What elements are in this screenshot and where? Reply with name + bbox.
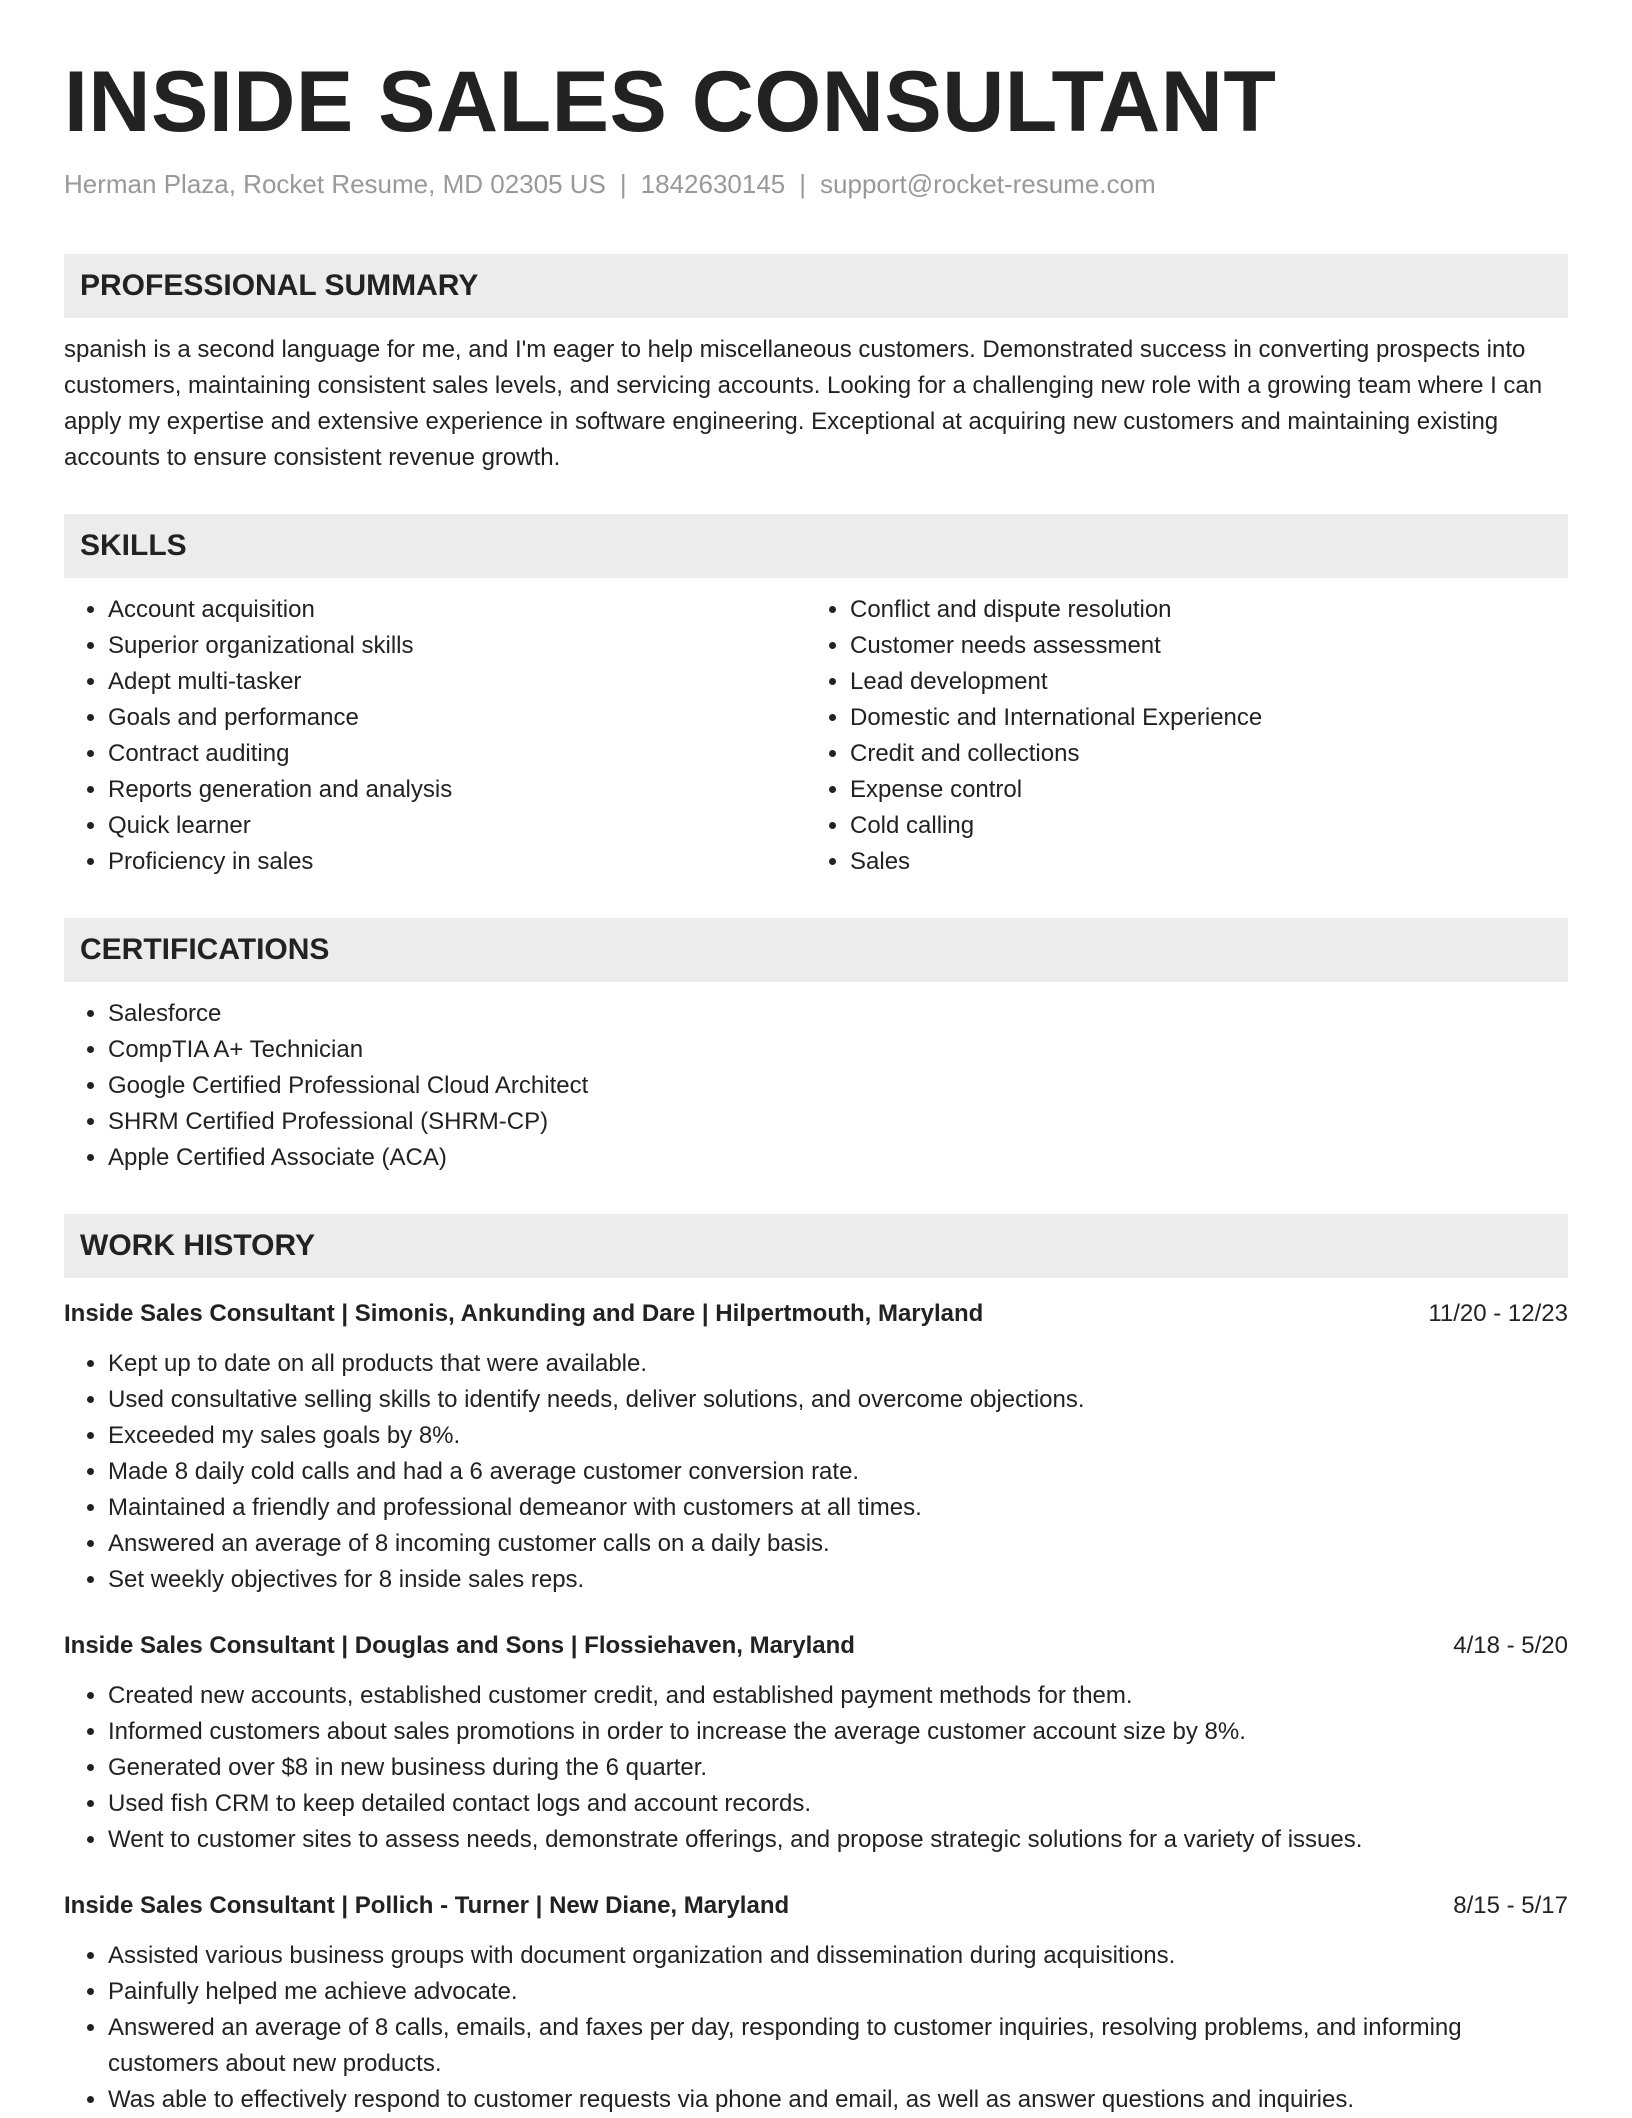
job-bullet: • Maintained a friendly and professional demeanor with customers at all times. xyxy=(108,1490,1568,1526)
skill-item: • Customer needs assessment xyxy=(850,628,1548,664)
resume-page xyxy=(64,0,1568,2118)
job-bullet: • Made 8 daily cold calls and had a 6 average customer conversion rate. xyxy=(108,1454,1568,1490)
skills-grid xyxy=(64,578,1568,880)
certification-item: • Google Certified Professional Cloud Architect xyxy=(108,1068,1568,1104)
section-header-skills: SKILLS xyxy=(64,514,1568,578)
skill-item: • Superior organizational skills xyxy=(108,628,806,664)
skills-list-left xyxy=(64,592,806,880)
job-title: Inside Sales Consultant | Pollich - Turner | New Diane, Maryland xyxy=(64,1892,790,1919)
job-bullet: • Answered an average of 8 incoming customer calls on a daily basis. xyxy=(108,1526,1568,1562)
skill-item: • Domestic and International Experience xyxy=(850,700,1548,736)
job-bullet: • Exceeded my sales goals by 8%. xyxy=(108,1418,1568,1454)
skill-item: • Goals and performance xyxy=(108,700,806,736)
job-bullet: • Used fish CRM to keep detailed contact logs and account records. xyxy=(108,1786,1568,1822)
skill-item: • Account acquisition xyxy=(108,592,806,628)
job-bullet: • Informed customers about sales promotions in order to increase the average customer account size by 8%. xyxy=(108,1714,1568,1750)
job-bullet: • Was able to effectively respond to customer requests via phone and email, as well as answer questions and inquiries. xyxy=(108,2082,1568,2118)
email: support@rocket-resume.com xyxy=(820,169,1156,199)
certifications-list xyxy=(64,996,1568,1176)
phone: 1842630145 xyxy=(640,169,786,199)
job-entry xyxy=(64,1296,1568,1598)
skill-item: • Conflict and dispute resolution xyxy=(850,592,1548,628)
certification-item: • SHRM Certified Professional (SHRM-CP) xyxy=(108,1104,1568,1140)
job-dates: 8/15 - 5/17 xyxy=(1453,1892,1568,1919)
job-bullet: • Went to customer sites to assess needs, demonstrate offerings, and propose strategic solutions for a variety of issues. xyxy=(108,1822,1568,1858)
job-bullet: • Created new accounts, established customer credit, and established payment methods for them. xyxy=(108,1678,1568,1714)
job-bullet: • Generated over $8 in new business during the 6 quarter. xyxy=(108,1750,1568,1786)
contact-line xyxy=(64,166,1568,202)
job-bullet: • Painfully helped me achieve advocate. xyxy=(108,1974,1568,2010)
skill-item: • Quick learner xyxy=(108,808,806,844)
job-bullet: • Used consultative selling skills to identify needs, deliver solutions, and overcome objections. xyxy=(108,1382,1568,1418)
job-bullet: • Assisted various business groups with document organization and dissemination during acquisitions. xyxy=(108,1938,1568,1974)
section-header-summary: PROFESSIONAL SUMMARY xyxy=(64,254,1568,318)
job-entry xyxy=(64,1628,1568,1858)
separator: | xyxy=(619,169,627,199)
section-header-work-history: WORK HISTORY xyxy=(64,1214,1568,1278)
job-header xyxy=(64,1628,1568,1664)
skill-item: • Credit and collections xyxy=(850,736,1548,772)
job-entry xyxy=(64,1888,1568,2118)
skill-item: • Expense control xyxy=(850,772,1548,808)
skill-item: • Sales xyxy=(850,844,1548,880)
page-title: INSIDE SALES CONSULTANT xyxy=(64,54,1277,150)
skill-item: • Cold calling xyxy=(850,808,1548,844)
skill-item: • Contract auditing xyxy=(108,736,806,772)
job-dates: 11/20 - 12/23 xyxy=(1428,1300,1568,1327)
skill-item: • Reports generation and analysis xyxy=(108,772,806,808)
job-header xyxy=(64,1296,1568,1332)
skill-item: • Lead development xyxy=(850,664,1548,700)
skills-list-right xyxy=(806,592,1548,880)
skill-item: • Proficiency in sales xyxy=(108,844,806,880)
job-bullets xyxy=(64,1678,1568,1858)
certification-item: • Salesforce xyxy=(108,996,1568,1032)
job-title: Inside Sales Consultant | Simonis, Ankunding and Dare | Hilpertmouth, Maryland xyxy=(64,1300,984,1327)
section-header-certifications: CERTIFICATIONS xyxy=(64,918,1568,982)
address: Herman Plaza, Rocket Resume, MD 02305 US xyxy=(64,169,606,199)
job-bullets xyxy=(64,1346,1568,1598)
separator: | xyxy=(799,169,807,199)
certification-item: • CompTIA A+ Technician xyxy=(108,1032,1568,1068)
skills-column-right xyxy=(806,578,1548,880)
skill-item: • Adept multi-tasker xyxy=(108,664,806,700)
job-bullet: • Kept up to date on all products that were available. xyxy=(108,1346,1568,1382)
job-bullets xyxy=(64,1938,1568,2118)
job-dates: 4/18 - 5/20 xyxy=(1453,1632,1568,1659)
job-header xyxy=(64,1888,1568,1924)
skills-column-left xyxy=(64,578,806,880)
job-bullet: • Set weekly objectives for 8 inside sales reps. xyxy=(108,1562,1568,1598)
job-bullet: • Answered an average of 8 calls, emails, and faxes per day, responding to customer inquiries, resolving problems, and informing customers about new products. xyxy=(108,2010,1568,2082)
summary-text: spanish is a second language for me, and I'm eager to help miscellaneous customers. Demonstrated success in converting prospects into customers, maintaining consistent sales levels, and servicing accounts. Looking for a challenging new role with a growing team where I can apply my expertise and extensive experience in software engineering. Exceptional at acquiring new customers and maintaining existing accounts to ensure consistent revenue growth. xyxy=(64,336,1543,471)
job-title: Inside Sales Consultant | Douglas and Sons | Flossiehaven, Maryland xyxy=(64,1632,855,1659)
certification-item: • Apple Certified Associate (ACA) xyxy=(108,1140,1568,1176)
